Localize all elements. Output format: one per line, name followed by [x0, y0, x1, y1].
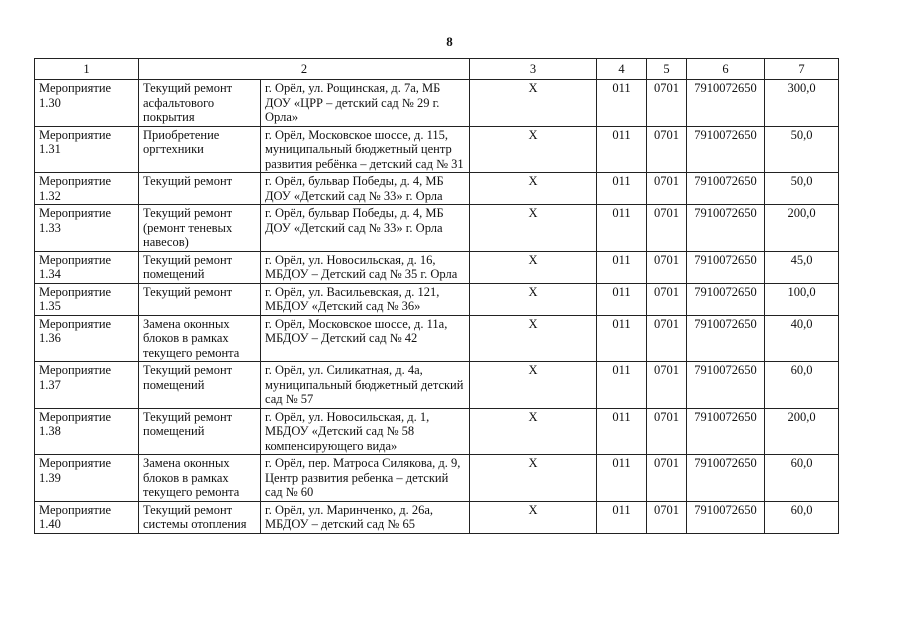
work-cell: Текущий ремонт	[139, 283, 261, 315]
address-cell: г. Орёл, ул. Силикатная, д. 4а, муниципальный бюджетный детский сад № 57	[261, 362, 470, 409]
col3-cell: X	[470, 315, 597, 362]
col4-cell: 011	[597, 455, 647, 502]
col6-cell: 7910072650	[687, 408, 765, 455]
table-row	[35, 251, 839, 283]
col3-cell: X	[470, 251, 597, 283]
col5-cell: 0701	[647, 173, 687, 205]
col6-cell: 7910072650	[687, 455, 765, 502]
address-cell: г. Орёл, ул. Новосильская, д. 1, МБДОУ «Детский сад № 58 компенсирующего вида»	[261, 408, 470, 455]
address-cell: г. Орёл, бульвар Победы, д. 4, МБ ДОУ «Детский сад № 33» г. Орла	[261, 205, 470, 252]
table-row	[35, 173, 839, 205]
table-row	[35, 205, 839, 252]
col3-cell: X	[470, 205, 597, 252]
col3-cell: X	[470, 408, 597, 455]
event-cell: Мероприятие 1.40	[35, 501, 139, 533]
col4-cell: 011	[597, 283, 647, 315]
address-cell: г. Орёл, ул. Новосильская, д. 16, МБДОУ – Детский сад № 35 г. Орла	[261, 251, 470, 283]
work-cell: Текущий ремонт помещений	[139, 408, 261, 455]
event-cell: Мероприятие 1.36	[35, 315, 139, 362]
work-cell: Замена оконных блоков в рамках текущего ремонта	[139, 315, 261, 362]
page-number: 8	[446, 34, 453, 49]
event-cell: Мероприятие 1.34	[35, 251, 139, 283]
table-row	[35, 126, 839, 173]
col7-cell: 200,0	[765, 408, 839, 455]
events-table	[34, 58, 839, 534]
col7-cell: 45,0	[765, 251, 839, 283]
col5-cell: 0701	[647, 362, 687, 409]
col6-cell: 7910072650	[687, 126, 765, 173]
col4-cell: 011	[597, 251, 647, 283]
col3-cell: X	[470, 455, 597, 502]
col3-cell: X	[470, 501, 597, 533]
event-cell: Мероприятие 1.39	[35, 455, 139, 502]
header-cell: 1	[35, 59, 139, 80]
col7-cell: 60,0	[765, 455, 839, 502]
event-cell: Мероприятие 1.33	[35, 205, 139, 252]
col5-cell: 0701	[647, 80, 687, 127]
col7-cell: 50,0	[765, 173, 839, 205]
col4-cell: 011	[597, 408, 647, 455]
address-cell: г. Орёл, ул. Васильевская, д. 121, МБДОУ «Детский сад № 36»	[261, 283, 470, 315]
col3-cell: X	[470, 283, 597, 315]
col7-cell: 60,0	[765, 362, 839, 409]
header-cell: 3	[470, 59, 597, 80]
work-cell: Текущий ремонт системы отопления	[139, 501, 261, 533]
col6-cell: 7910072650	[687, 80, 765, 127]
address-cell: г. Орёл, Московское шоссе, д. 115, муниципальный бюджетный центр развития ребёнка – детский сад № 31	[261, 126, 470, 173]
col5-cell: 0701	[647, 251, 687, 283]
table-row	[35, 283, 839, 315]
col4-cell: 011	[597, 362, 647, 409]
table-row	[35, 501, 839, 533]
col6-cell: 7910072650	[687, 173, 765, 205]
col3-cell: X	[470, 80, 597, 127]
work-cell: Замена оконных блоков в рамках текущего ремонта	[139, 455, 261, 502]
event-cell: Мероприятие 1.38	[35, 408, 139, 455]
col7-cell: 40,0	[765, 315, 839, 362]
event-cell: Мероприятие 1.30	[35, 80, 139, 127]
table-row	[35, 315, 839, 362]
col4-cell: 011	[597, 205, 647, 252]
address-cell: г. Орёл, ул. Маринченко, д. 26а, МБДОУ – детский сад № 65	[261, 501, 470, 533]
event-cell: Мероприятие 1.31	[35, 126, 139, 173]
col6-cell: 7910072650	[687, 283, 765, 315]
event-cell: Мероприятие 1.32	[35, 173, 139, 205]
work-cell: Текущий ремонт помещений	[139, 362, 261, 409]
table-row	[35, 408, 839, 455]
work-cell: Текущий ремонт	[139, 173, 261, 205]
col5-cell: 0701	[647, 315, 687, 362]
col4-cell: 011	[597, 80, 647, 127]
event-cell: Мероприятие 1.35	[35, 283, 139, 315]
col6-cell: 7910072650	[687, 362, 765, 409]
header-cell: 6	[687, 59, 765, 80]
header-cell: 5	[647, 59, 687, 80]
col6-cell: 7910072650	[687, 315, 765, 362]
header-cell: 2	[139, 59, 470, 80]
col6-cell: 7910072650	[687, 251, 765, 283]
address-cell: г. Орёл, бульвар Победы, д. 4, МБ ДОУ «Детский сад № 33» г. Орла	[261, 173, 470, 205]
event-cell: Мероприятие 1.37	[35, 362, 139, 409]
header-row	[35, 59, 839, 80]
col7-cell: 300,0	[765, 80, 839, 127]
col5-cell: 0701	[647, 455, 687, 502]
header-cell: 7	[765, 59, 839, 80]
col5-cell: 0701	[647, 501, 687, 533]
work-cell: Текущий ремонт асфальтового покрытия	[139, 80, 261, 127]
col3-cell: X	[470, 362, 597, 409]
col4-cell: 011	[597, 126, 647, 173]
col5-cell: 0701	[647, 126, 687, 173]
address-cell: г. Орёл, ул. Рощинская, д. 7а, МБ ДОУ «ЦРР – детский сад № 29 г. Орла»	[261, 80, 470, 127]
header-cell: 4	[597, 59, 647, 80]
table-row	[35, 80, 839, 127]
address-cell: г. Орёл, Московское шоссе, д. 11а, МБДОУ – Детский сад № 42	[261, 315, 470, 362]
col5-cell: 0701	[647, 408, 687, 455]
col5-cell: 0701	[647, 205, 687, 252]
work-cell: Текущий ремонт (ремонт теневых навесов)	[139, 205, 261, 252]
col3-cell: X	[470, 126, 597, 173]
table-body	[35, 80, 839, 534]
col6-cell: 7910072650	[687, 501, 765, 533]
col5-cell: 0701	[647, 283, 687, 315]
col7-cell: 100,0	[765, 283, 839, 315]
col3-cell: X	[470, 173, 597, 205]
col7-cell: 50,0	[765, 126, 839, 173]
table-row	[35, 362, 839, 409]
col7-cell: 60,0	[765, 501, 839, 533]
work-cell: Текущий ремонт помещений	[139, 251, 261, 283]
work-cell: Приобретение оргтехники	[139, 126, 261, 173]
col7-cell: 200,0	[765, 205, 839, 252]
address-cell: г. Орёл, пер. Матроса Силякова, д. 9, Центр развития ребенка – детский сад № 60	[261, 455, 470, 502]
col6-cell: 7910072650	[687, 205, 765, 252]
table-row	[35, 455, 839, 502]
col4-cell: 011	[597, 501, 647, 533]
col4-cell: 011	[597, 173, 647, 205]
col4-cell: 011	[597, 315, 647, 362]
